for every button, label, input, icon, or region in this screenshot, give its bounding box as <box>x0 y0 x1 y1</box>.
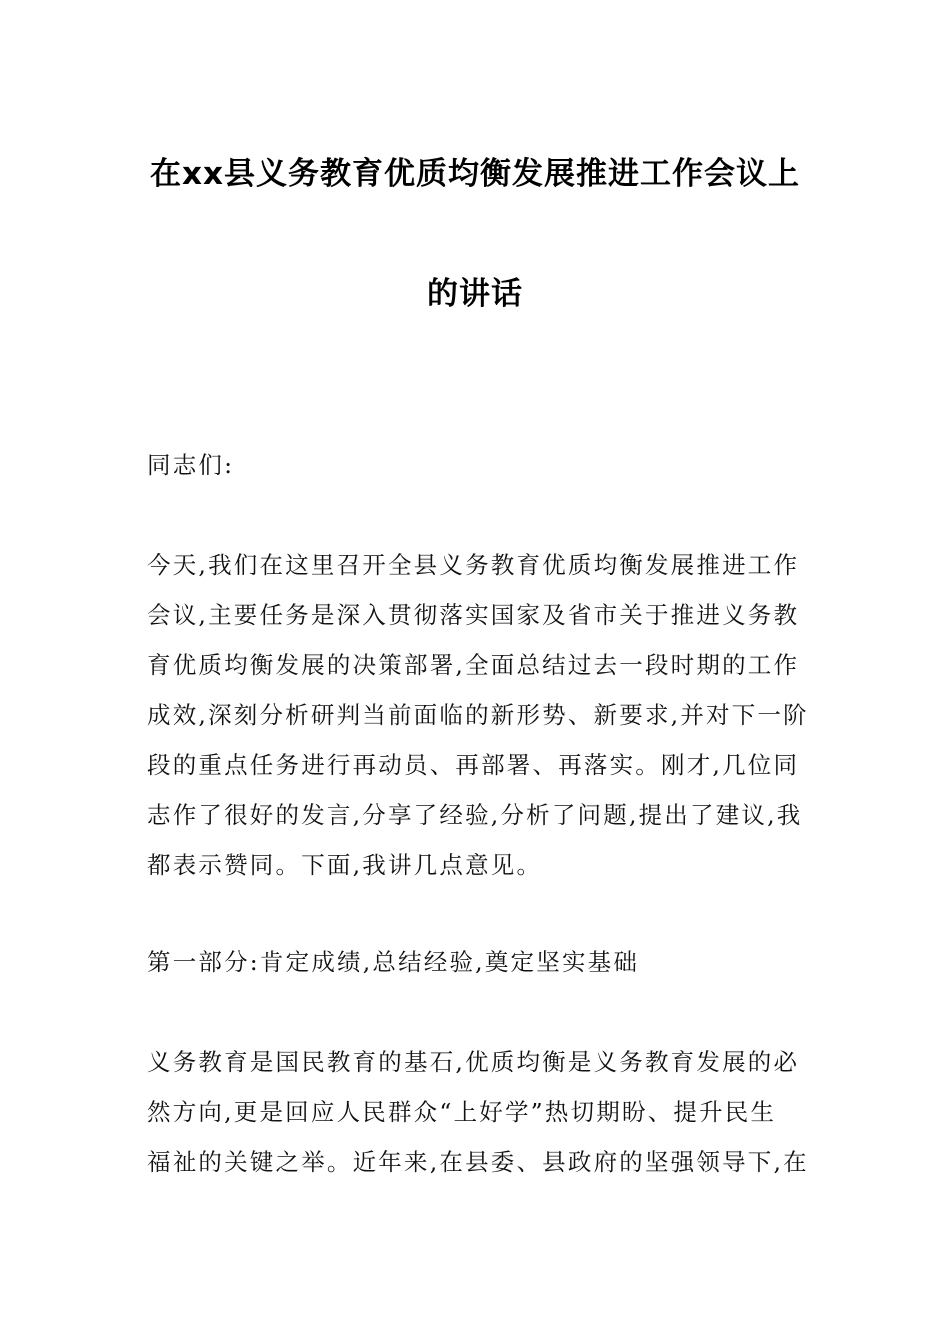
salutation <box>147 440 807 490</box>
section-heading <box>147 937 807 987</box>
document-title-line-1: 在xx县义务教育优质均衡发展推进工作会议上 <box>150 156 800 192</box>
paragraph-line: 会议,主要任务是深入贯彻落实国家及省市关于推进义务教 <box>147 601 800 629</box>
paragraph-line: 都表示赞同。下面,我讲几点意见。 <box>147 851 543 879</box>
paragraph-section-one <box>147 1037 807 1187</box>
paragraph-line: 育优质均衡发展的决策部署,全面总结过去一段时期的工作 <box>147 651 800 679</box>
salutation-text: 同志们: <box>147 451 235 479</box>
paragraph-line: 段的重点任务进行再动员、再部署、再落实。刚才,几位同 <box>147 751 800 779</box>
paragraph-line: 福祉的关键之举。近年来,在县委、县政府的坚强领导下,在 <box>147 1148 809 1176</box>
paragraph-line: 成效,深刻分析研判当前面临的新形势、新要求,并对下一阶 <box>147 701 809 729</box>
paragraph-line: 志作了很好的发言,分享了经验,分析了问题,提出了建议,我 <box>147 801 803 829</box>
document-title-line-2: 的讲话 <box>427 276 523 312</box>
paragraph-line: 然方向,更是回应人民群众“上好学”热切期盼、提升民生 <box>147 1098 777 1126</box>
section-heading-text: 第一部分:肯定成绩,总结经验,奠定坚实基础 <box>147 948 640 976</box>
paragraph-line: 义务教育是国民教育的基石,优质均衡是义务教育发展的必 <box>147 1048 800 1076</box>
paragraph-line: 今天,我们在这里召开全县义务教育优质均衡发展推进工作 <box>147 551 800 579</box>
paragraph-opening <box>147 540 807 890</box>
